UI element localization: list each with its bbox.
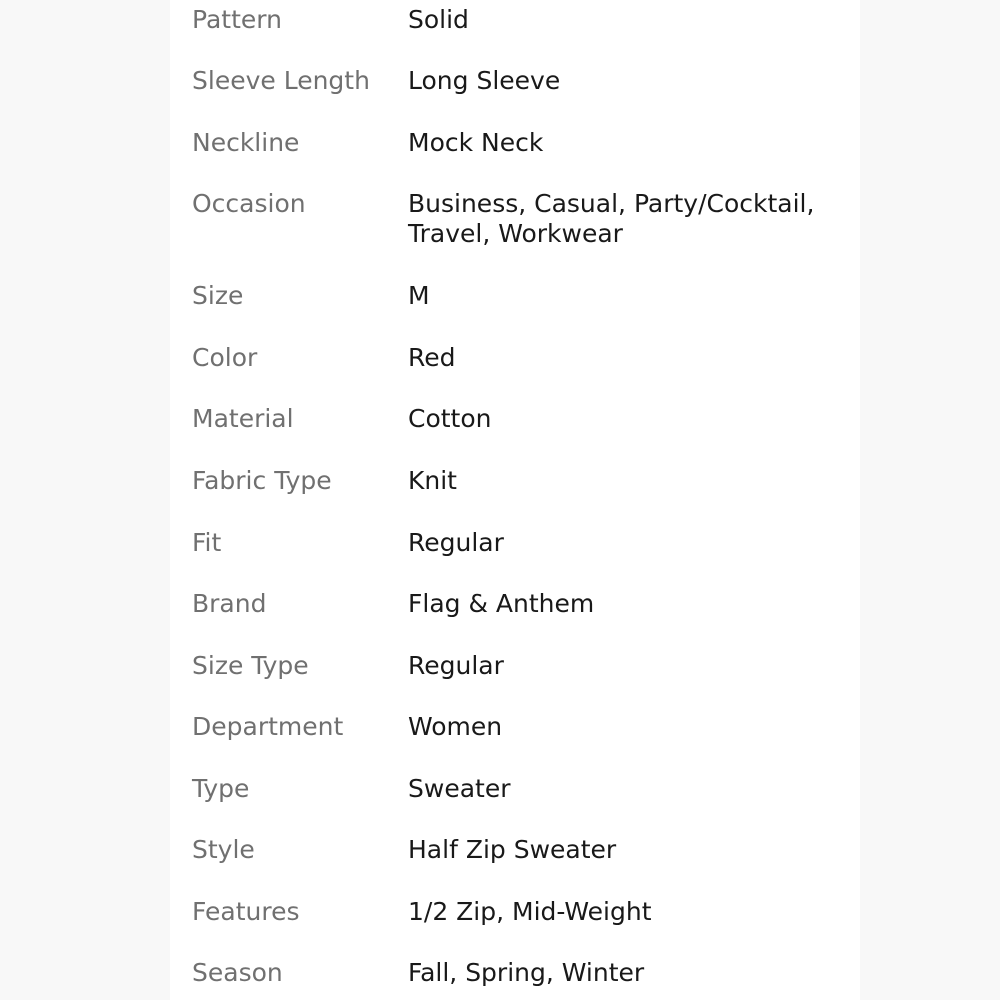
spec-label: Material [192,404,294,433]
spec-value: Knit [408,466,457,495]
spec-label: Fit [192,528,222,557]
spec-value: Cotton [408,404,492,433]
spec-value: Solid [408,5,469,34]
spec-label: Type [192,774,250,803]
spec-label: Style [192,835,255,864]
spec-value: Regular [408,651,504,680]
spec-label: Department [192,712,344,741]
spec-value: Long Sleeve [408,66,561,95]
spec-label: Features [192,897,300,926]
spec-value: Fall, Spring, Winter [408,958,645,987]
spec-value: M [408,281,430,310]
spec-label: Neckline [192,128,300,157]
spec-value: Sweater [408,774,511,803]
spec-value: Red [408,343,456,372]
spec-value: 1/2 Zip, Mid-Weight [408,897,652,926]
spec-value: Mock Neck [408,128,544,157]
spec-label: Season [192,958,283,987]
spec-value: Business, Casual, Party/Cocktail, Travel, Workwear [408,189,815,248]
spec-label: Sleeve Length [192,66,370,95]
spec-label: Size [192,281,244,310]
spec-label: Occasion [192,189,306,218]
spec-value: Flag & Anthem [408,589,595,618]
spec-label: Color [192,343,258,372]
spec-value: Women [408,712,503,741]
spec-value: Regular [408,528,504,557]
spec-label: Brand [192,589,267,618]
spec-label: Fabric Type [192,466,332,495]
spec-value: Half Zip Sweater [408,835,617,864]
spec-label: Pattern [192,5,282,34]
spec-label: Size Type [192,651,309,680]
